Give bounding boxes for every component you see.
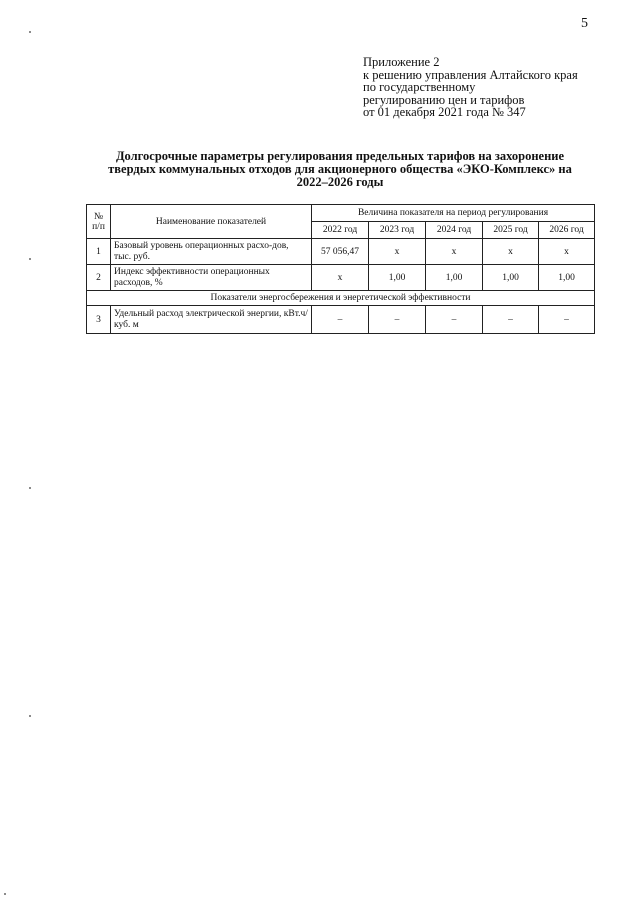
document-title: [86, 150, 594, 189]
title-line: 2022–2026 годы: [296, 175, 384, 189]
appendix-line: регулированию цен и тарифов: [363, 92, 525, 107]
appendix-line: к решению управления Алтайского края: [363, 67, 578, 82]
table-row: [87, 239, 595, 265]
row-value: 1,00: [539, 265, 595, 291]
row-value: 1,00: [483, 265, 539, 291]
appendix-block: [363, 56, 578, 119]
scan-speck: [29, 487, 31, 489]
row-value: x: [312, 265, 369, 291]
title-line: твердых коммунальных отходов для акционерного общества «ЭКО-Комплекс» на: [108, 162, 572, 176]
table-section-row: [87, 291, 595, 306]
header-year: 2024 год: [426, 222, 483, 239]
row-value: –: [426, 306, 483, 334]
row-value: –: [312, 306, 369, 334]
header-indicator-name: Наименование показателей: [111, 205, 312, 239]
scan-speck: [4, 893, 6, 895]
row-indicator-name: Индекс эффективности операционных расходов, %: [111, 265, 312, 291]
header-year: 2026 год: [539, 222, 595, 239]
scan-speck: [29, 715, 31, 717]
page-number: 5: [581, 16, 588, 31]
table-row: [87, 306, 595, 334]
row-indicator-name: Удельный расход электрической энергии, кВт.ч/куб. м: [111, 306, 312, 334]
row-indicator-name: Базовый уровень операционных расхо-дов, тыс. руб.: [111, 239, 312, 265]
row-value: x: [369, 239, 426, 265]
appendix-line: Приложение 2: [363, 55, 440, 69]
appendix-line: от 01 декабря 2021 года № 347: [363, 105, 526, 120]
row-value: –: [483, 306, 539, 334]
title-line: Долгосрочные параметры регулирования предельных тарифов на захоронение: [115, 149, 565, 163]
header-year: 2023 год: [369, 222, 426, 239]
row-value: x: [539, 239, 595, 265]
row-value: x: [426, 239, 483, 265]
row-value: –: [369, 306, 426, 334]
appendix-line: по государственному: [363, 80, 476, 95]
row-value: –: [539, 306, 595, 334]
row-number: 2: [87, 265, 111, 291]
row-number: 3: [87, 306, 111, 334]
header-period: Величина показателя на период регулирования: [312, 205, 595, 222]
row-value: x: [483, 239, 539, 265]
row-number: 1: [87, 239, 111, 265]
table-header-row: [87, 205, 595, 222]
row-value: 1,00: [369, 265, 426, 291]
scan-speck: [29, 31, 31, 33]
row-value: 1,00: [426, 265, 483, 291]
parameters-table: [86, 204, 595, 334]
row-value: 57 056,47: [312, 239, 369, 265]
section-title: Показатели энергосбережения и энергетической эффективности: [87, 291, 595, 306]
header-year: 2022 год: [312, 222, 369, 239]
scan-speck: [29, 258, 31, 260]
header-number: № п/п: [87, 205, 111, 239]
table-row: [87, 265, 595, 291]
header-year: 2025 год: [483, 222, 539, 239]
